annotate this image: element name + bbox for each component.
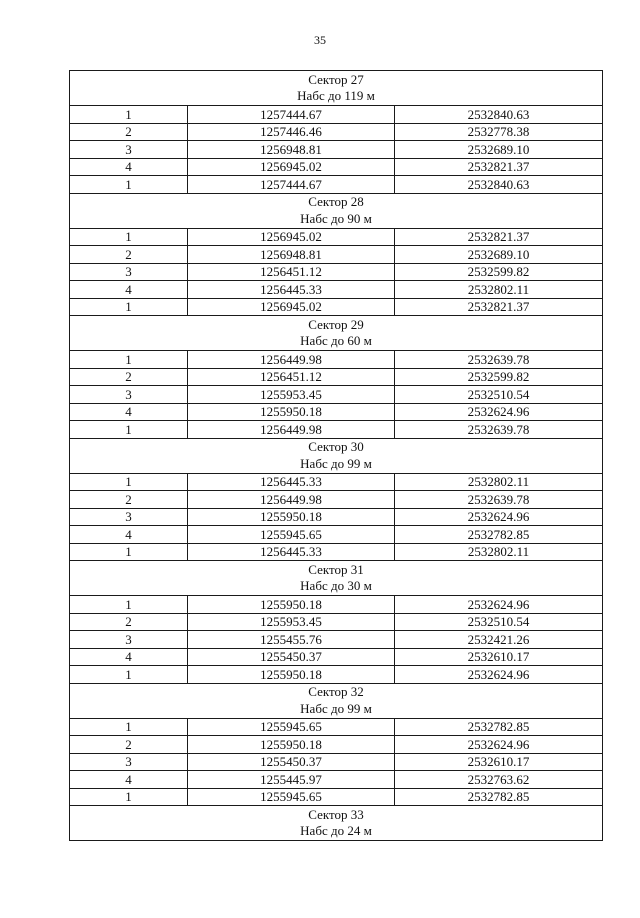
y-coordinate-cell: 2532782.85: [395, 788, 603, 806]
table-row: [70, 263, 603, 281]
x-coordinate-cell: 1255950.18: [188, 736, 395, 754]
sector-header-row: [70, 806, 603, 841]
table-row: [70, 596, 603, 614]
sector-title: Сектор 28: [308, 194, 364, 209]
sector-height-limit: Набс до 99 м: [300, 455, 372, 471]
sector-height-limit: Набс до 99 м: [300, 700, 372, 716]
table-row: [70, 631, 603, 649]
point-number-cell: 1: [70, 473, 188, 491]
point-number-cell: 1: [70, 298, 188, 316]
point-number-cell: 4: [70, 281, 188, 299]
y-coordinate-cell: 2532639.78: [395, 421, 603, 439]
x-coordinate-cell: 1256449.98: [188, 421, 395, 439]
table-row: [70, 106, 603, 124]
x-coordinate-cell: 1256445.33: [188, 543, 395, 561]
table-row: [70, 158, 603, 176]
y-coordinate-cell: 2532610.17: [395, 753, 603, 771]
y-coordinate-cell: 2532639.78: [395, 491, 603, 509]
y-coordinate-cell: 2532802.11: [395, 281, 603, 299]
x-coordinate-cell: 1255950.18: [188, 666, 395, 684]
table-row: [70, 298, 603, 316]
sector-header: [70, 683, 603, 718]
sector-header: [70, 561, 603, 596]
sector-title: Сектор 32: [308, 684, 364, 699]
x-coordinate-cell: 1256449.98: [188, 491, 395, 509]
x-coordinate-cell: 1256445.33: [188, 281, 395, 299]
x-coordinate-cell: 1257446.46: [188, 123, 395, 141]
table-row: [70, 718, 603, 736]
y-coordinate-cell: 2532624.96: [395, 666, 603, 684]
point-number-cell: 4: [70, 648, 188, 666]
table-row: [70, 141, 603, 159]
table-row: [70, 613, 603, 631]
y-coordinate-cell: 2532778.38: [395, 123, 603, 141]
point-number-cell: 1: [70, 106, 188, 124]
table-row: [70, 771, 603, 789]
x-coordinate-cell: 1256945.02: [188, 298, 395, 316]
x-coordinate-cell: 1255445.97: [188, 771, 395, 789]
sector-header-row: [70, 683, 603, 718]
y-coordinate-cell: 2532802.11: [395, 543, 603, 561]
x-coordinate-cell: 1255945.65: [188, 526, 395, 544]
table-row: [70, 403, 603, 421]
y-coordinate-cell: 2532821.37: [395, 298, 603, 316]
point-number-cell: 2: [70, 613, 188, 631]
table-row: [70, 368, 603, 386]
point-number-cell: 1: [70, 421, 188, 439]
y-coordinate-cell: 2532782.85: [395, 718, 603, 736]
y-coordinate-cell: 2532624.96: [395, 736, 603, 754]
sector-height-limit: Набс до 60 м: [300, 333, 372, 348]
table-row: [70, 386, 603, 404]
point-number-cell: 1: [70, 228, 188, 246]
y-coordinate-cell: 2532599.82: [395, 368, 603, 386]
point-number-cell: 2: [70, 368, 188, 386]
sector-header: [70, 71, 603, 106]
point-number-cell: 2: [70, 736, 188, 754]
x-coordinate-cell: 1255450.37: [188, 648, 395, 666]
y-coordinate-cell: 2532840.63: [395, 106, 603, 124]
y-coordinate-cell: 2532599.82: [395, 263, 603, 281]
y-coordinate-cell: 2532510.54: [395, 613, 603, 631]
sector-header-row: [70, 316, 603, 351]
x-coordinate-cell: 1255950.18: [188, 508, 395, 526]
y-coordinate-cell: 2532821.37: [395, 158, 603, 176]
point-number-cell: 1: [70, 351, 188, 369]
table-row: [70, 508, 603, 526]
point-number-cell: 1: [70, 596, 188, 614]
table-row: [70, 753, 603, 771]
sector-header-row: [70, 71, 603, 106]
page-number: 35: [314, 33, 326, 47]
sector-header: [70, 316, 603, 351]
sector-coordinates-table: [69, 70, 603, 841]
y-coordinate-cell: 2532802.11: [395, 473, 603, 491]
y-coordinate-cell: 2532840.63: [395, 176, 603, 194]
table-row: [70, 526, 603, 544]
point-number-cell: 3: [70, 753, 188, 771]
x-coordinate-cell: 1255945.65: [188, 718, 395, 736]
point-number-cell: 1: [70, 666, 188, 684]
x-coordinate-cell: 1255945.65: [188, 788, 395, 806]
table-row: [70, 176, 603, 194]
point-number-cell: 4: [70, 526, 188, 544]
table-row: [70, 351, 603, 369]
y-coordinate-cell: 2532421.26: [395, 631, 603, 649]
table-row: [70, 421, 603, 439]
point-number-cell: 1: [70, 543, 188, 561]
sector-header: [70, 438, 603, 473]
sector-header: [70, 193, 603, 228]
table-row: [70, 228, 603, 246]
y-coordinate-cell: 2532639.78: [395, 351, 603, 369]
x-coordinate-cell: 1255950.18: [188, 403, 395, 421]
point-number-cell: 3: [70, 386, 188, 404]
table-row: [70, 473, 603, 491]
point-number-cell: 2: [70, 123, 188, 141]
table-row: [70, 491, 603, 509]
table-row: [70, 543, 603, 561]
sector-height-limit: Набс до 24 м: [300, 823, 372, 838]
x-coordinate-cell: 1255450.37: [188, 753, 395, 771]
y-coordinate-cell: 2532689.10: [395, 246, 603, 264]
x-coordinate-cell: 1255953.45: [188, 386, 395, 404]
y-coordinate-cell: 2532610.17: [395, 648, 603, 666]
sector-header-row: [70, 193, 603, 228]
table-row: [70, 788, 603, 806]
sector-title: Сектор 33: [308, 806, 364, 822]
sector-title: Сектор 27: [308, 71, 364, 87]
x-coordinate-cell: 1255950.18: [188, 596, 395, 614]
x-coordinate-cell: 1255953.45: [188, 613, 395, 631]
table-row: [70, 246, 603, 264]
sector-title: Сектор 31: [308, 561, 364, 577]
y-coordinate-cell: 2532763.62: [395, 771, 603, 789]
sector-header-row: [70, 561, 603, 596]
y-coordinate-cell: 2532624.96: [395, 596, 603, 614]
x-coordinate-cell: 1257444.67: [188, 106, 395, 124]
x-coordinate-cell: 1256948.81: [188, 141, 395, 159]
x-coordinate-cell: 1256451.12: [188, 368, 395, 386]
sector-height-limit: Набс до 30 м: [300, 578, 372, 593]
sector-height-limit: Набс до 119 м: [297, 88, 375, 103]
x-coordinate-cell: 1256445.33: [188, 473, 395, 491]
sector-header-row: [70, 438, 603, 473]
y-coordinate-cell: 2532624.96: [395, 403, 603, 421]
table-row: [70, 123, 603, 141]
x-coordinate-cell: 1256449.98: [188, 351, 395, 369]
point-number-cell: 3: [70, 631, 188, 649]
table-body: [70, 71, 603, 841]
y-coordinate-cell: 2532510.54: [395, 386, 603, 404]
y-coordinate-cell: 2532782.85: [395, 526, 603, 544]
sector-title: Сектор 30: [308, 439, 364, 454]
point-number-cell: 3: [70, 508, 188, 526]
sector-height-limit: Набс до 90 м: [300, 210, 372, 226]
point-number-cell: 2: [70, 246, 188, 264]
sector-header: [70, 806, 603, 841]
point-number-cell: 4: [70, 403, 188, 421]
x-coordinate-cell: 1255455.76: [188, 631, 395, 649]
x-coordinate-cell: 1256945.02: [188, 158, 395, 176]
point-number-cell: 1: [70, 718, 188, 736]
point-number-cell: 1: [70, 176, 188, 194]
point-number-cell: 4: [70, 771, 188, 789]
x-coordinate-cell: 1256451.12: [188, 263, 395, 281]
table-row: [70, 666, 603, 684]
x-coordinate-cell: 1257444.67: [188, 176, 395, 194]
y-coordinate-cell: 2532821.37: [395, 228, 603, 246]
table-row: [70, 736, 603, 754]
point-number-cell: 3: [70, 263, 188, 281]
point-number-cell: 3: [70, 141, 188, 159]
y-coordinate-cell: 2532689.10: [395, 141, 603, 159]
table-row: [70, 648, 603, 666]
x-coordinate-cell: 1256948.81: [188, 246, 395, 264]
y-coordinate-cell: 2532624.96: [395, 508, 603, 526]
point-number-cell: 4: [70, 158, 188, 176]
point-number-cell: 2: [70, 491, 188, 509]
sector-title: Сектор 29: [308, 316, 364, 332]
x-coordinate-cell: 1256945.02: [188, 228, 395, 246]
point-number-cell: 1: [70, 788, 188, 806]
table-row: [70, 281, 603, 299]
